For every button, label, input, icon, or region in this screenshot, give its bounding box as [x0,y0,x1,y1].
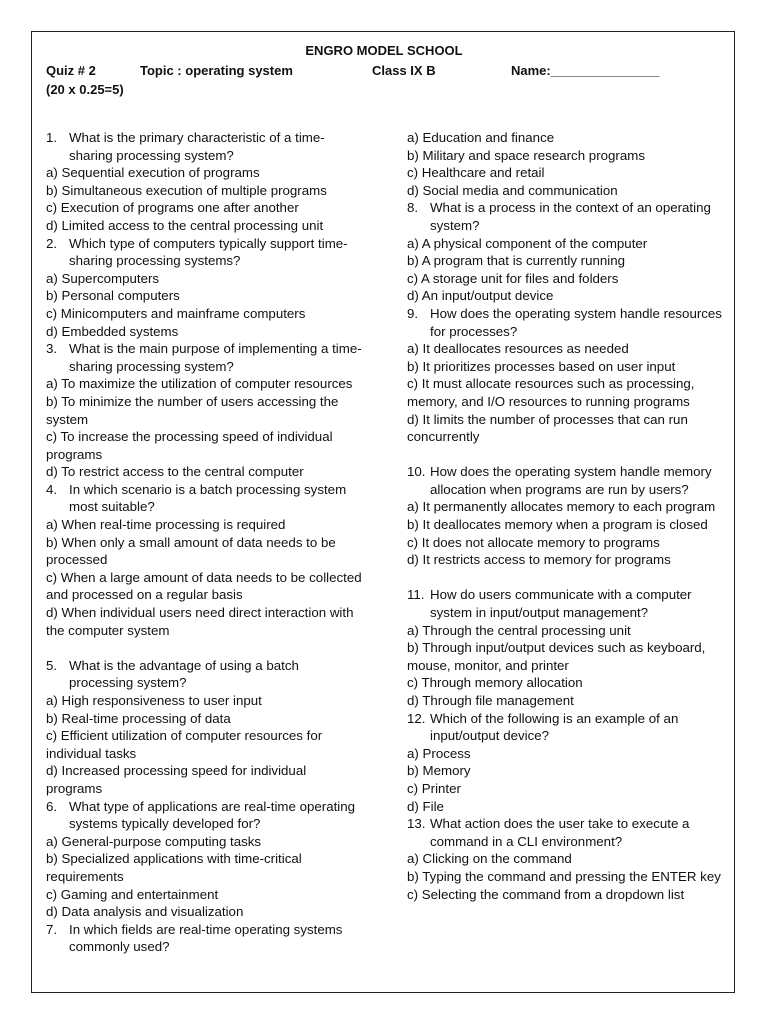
question-number: 6. [46,798,58,814]
answer-option: a) Process [407,745,471,761]
answer-option: c) Minicomputers and mainframe computers [46,305,306,321]
question-text: In which scenario is a batch processing system most suitable? [69,481,347,515]
answer-option: d) It restricts access to memory for programs [407,552,671,568]
answer-option: b) It deallocates memory when a program is closed [407,517,708,533]
answer-option: a) When real-time processing is required [46,517,286,533]
answer-option: d) Social media and communication [407,182,618,198]
question [46,129,366,164]
answer-option: b) Through input/output devices such as keyboard, mouse, monitor, and printer [407,640,706,673]
spacer [407,446,725,464]
answer-option: c) It must allocate resources such as processing, memory, and I/O resources to running programs [407,376,695,409]
question [407,305,725,340]
class-label: Class IX B [372,63,436,78]
question-text: How does the operating system handle resources for processes? [430,305,722,339]
answer-option: c) Efficient utilization of computer resources for individual tasks [46,728,323,761]
question-text: What is a process in the context of an operating system? [430,200,711,233]
quiz-number: Quiz # 2 [46,63,96,78]
question [407,710,725,745]
question-text: What action does the user take to execute a command in a CLI environment? [430,816,690,849]
question-number: 13. [407,816,426,832]
spacer [46,639,366,657]
answer-option: c) It does not allocate memory to programs [407,534,660,550]
answer-option: a) It deallocates resources as needed [407,341,629,357]
answer-option: a) A physical component of the computer [407,235,648,251]
answer-option: d) Increased processing speed for individual programs [46,763,307,796]
question-text: How does the operating system handle memory allocation when programs are run by users? [430,464,712,497]
answer-option: c) Printer [407,780,461,796]
school-name: ENGRO MODEL SCHOOL [305,43,463,58]
question [46,235,366,270]
answer-option: d) When individual users need direct interaction with the computer system [46,605,354,638]
answer-option: d) Data analysis and visualization [46,904,244,920]
question-text: Which of the following is an example of an input/output device? [430,710,679,744]
answer-option: a) Through the central processing unit [407,622,631,638]
answer-option: c) Healthcare and retail [407,165,545,181]
answer-option: a) To maximize the utilization of computer resources [46,376,353,392]
answer-option: b) Military and space research programs [407,147,645,163]
question [407,586,725,621]
marks-scheme: (20 x 0.25=5) [46,82,124,97]
question-text: What is the advantage of using a batch processing system? [69,657,299,691]
question-number: 2. [46,235,58,251]
answer-option: c) A storage unit for files and folders [407,270,619,286]
answer-option: d) Through file management [407,693,574,708]
question-number: 9. [407,305,419,321]
answer-option: a) It permanently allocates memory to each program [407,499,716,515]
answer-option: b) Specialized applications with time-critical requirements [46,851,302,884]
answer-option: d) File [407,798,444,814]
question-number: 8. [407,200,419,216]
question [46,481,366,516]
answer-option: d) To restrict access to the central computer [46,464,304,480]
answer-option: a) High responsiveness to user input [46,693,262,708]
quiz-topic: Topic : operating system [140,63,293,78]
question [407,463,725,498]
answer-option: a) Clicking on the command [407,851,572,867]
answer-option: c) Execution of programs one after another [46,200,299,216]
question-number: 7. [46,921,58,937]
question-text: What is the main purpose of implementing a time-sharing processing system? [69,341,362,374]
question [46,798,366,833]
question-number: 1. [46,130,58,145]
question [407,815,725,850]
answer-option: b) Memory [407,763,471,779]
answer-option: b) A program that is currently running [407,253,626,269]
answer-option: b) To minimize the number of users accessing the system [46,393,339,427]
answer-option: c) Gaming and entertainment [46,886,219,902]
answer-option: d) Embedded systems [46,323,179,339]
question-text: How do users communicate with a computer system in input/output management? [430,587,692,621]
answer-option: c) Selecting the command from a dropdown list [407,886,685,902]
answer-option: b) Personal computers [46,288,180,304]
question [407,199,725,234]
spacer [407,569,725,587]
answer-option: b) Real-time processing of data [46,710,231,726]
question-text: What is the primary characteristic of a time-sharing processing system? [69,130,325,163]
answer-option: b) Typing the command and pressing the ENTER key [407,868,721,884]
question-text: In which fields are real-time operating systems commonly used? [69,921,343,955]
answer-option: a) Supercomputers [46,270,160,286]
answer-option: c) When a large amount of data needs to be collected and processed on a regular basis [46,569,362,603]
answer-option: b) Simultaneous execution of multiple programs [46,182,327,198]
question-number: 3. [46,341,58,357]
answer-option: d) An input/output device [407,288,554,304]
answer-option: a) Sequential execution of programs [46,165,260,181]
question-text: What type of applications are real-time operating systems typically developed for? [69,798,356,832]
right-question-column [407,129,725,903]
answer-option: a) Education and finance [407,130,555,145]
student-name-field: Name:_______________ [511,63,660,78]
answer-option: b) When only a small amount of data needs to be processed [46,534,336,568]
answer-option: d) Limited access to the central processing unit [46,217,324,233]
question [46,657,366,692]
question-number: 11. [407,587,425,603]
question-number: 12. [407,710,426,726]
question [46,340,366,375]
left-question-column [46,129,366,956]
answer-option: c) Through memory allocation [407,675,583,691]
question-text: Which type of computers typically support time-sharing processing systems? [69,235,348,269]
answer-option: b) It prioritizes processes based on user input [407,358,676,374]
answer-option: a) General-purpose computing tasks [46,833,262,849]
answer-option: c) To increase the processing speed of individual programs [46,429,333,462]
answer-option: d) It limits the number of processes that can run concurrently [407,411,688,445]
question-number: 10. [407,464,426,480]
question [46,921,366,956]
question-number: 4. [46,481,58,497]
question-number: 5. [46,657,58,673]
